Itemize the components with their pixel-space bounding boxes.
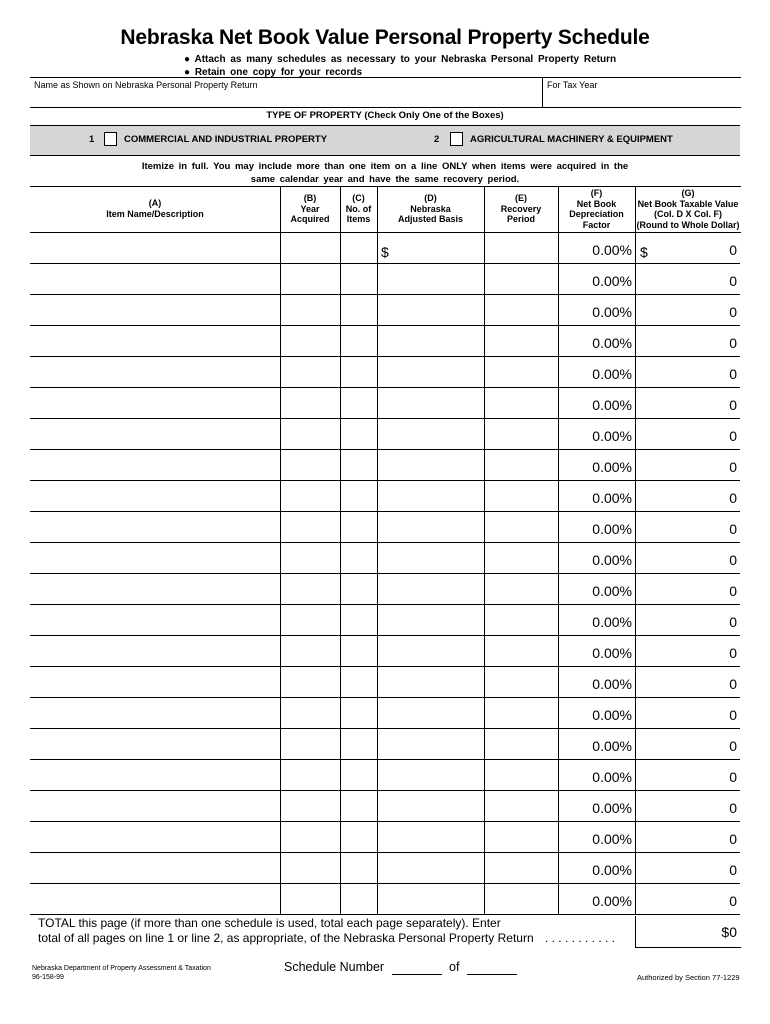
row-divider (30, 480, 740, 481)
taxable-value: 0 (729, 335, 737, 351)
year-acquired-cell[interactable] (282, 576, 338, 602)
year-acquired-cell[interactable] (282, 700, 338, 726)
number-of-items-cell[interactable] (342, 514, 375, 540)
total-value[interactable]: $0 (721, 924, 737, 940)
depreciation-factor: 0.00% (592, 676, 632, 692)
number-of-items-cell[interactable] (342, 762, 375, 788)
taxable-value: 0 (729, 862, 737, 878)
adjusted-basis-cell[interactable] (379, 576, 482, 602)
year-acquired-cell[interactable] (282, 669, 338, 695)
taxable-value: 0 (729, 676, 737, 692)
number-of-items-cell[interactable] (342, 886, 375, 912)
instruction-line: same calendar year and have the same recovery period. (250, 174, 520, 185)
year-acquired-cell[interactable] (282, 297, 338, 323)
item-description-cell[interactable] (32, 483, 278, 509)
year-acquired-cell[interactable] (282, 452, 338, 478)
depreciation-factor: 0.00% (592, 707, 632, 723)
option1-label: COMMERCIAL AND INDUSTRIAL PROPERTY (124, 134, 328, 145)
depreciation-factor: 0.00% (592, 552, 632, 568)
depreciation-factor: 0.00% (592, 831, 632, 847)
taxable-value: 0 (729, 242, 737, 258)
recovery-period-cell[interactable] (486, 452, 556, 478)
depreciation-factor: 0.00% (592, 490, 632, 506)
divider (30, 107, 741, 108)
year-acquired-cell[interactable] (282, 855, 338, 881)
number-of-items-cell[interactable] (342, 607, 375, 633)
adjusted-basis-cell[interactable] (379, 731, 482, 757)
itemize-instructions (0, 160, 770, 186)
year-acquired-cell[interactable] (282, 390, 338, 416)
item-description-cell[interactable] (32, 545, 278, 571)
recovery-period-cell[interactable] (486, 266, 556, 292)
number-of-items-cell[interactable] (342, 483, 375, 509)
taxable-value: 0 (729, 614, 737, 630)
adjusted-basis-cell[interactable] (379, 266, 482, 292)
name-label: Name as Shown on Nebraska Personal Property Return (34, 80, 258, 90)
row-divider (30, 697, 740, 698)
item-description-cell[interactable] (32, 359, 278, 385)
adjusted-basis-cell[interactable] (379, 390, 482, 416)
commercial-property-checkbox[interactable] (104, 132, 117, 146)
item-description-cell[interactable] (32, 266, 278, 292)
taxable-value: 0 (729, 893, 737, 909)
year-acquired-cell[interactable] (282, 607, 338, 633)
year-acquired-cell[interactable] (282, 638, 338, 664)
schedule-number (284, 960, 517, 975)
column-divider (280, 186, 281, 915)
item-description-cell[interactable] (32, 824, 278, 850)
tax-year-field[interactable] (547, 92, 735, 105)
total-line: total of all pages on line 1 or line 2, as appropriate, of the Nebraska Personal Property Return . . . . . . . . . . . (38, 931, 615, 945)
number-of-items-cell[interactable] (342, 576, 375, 602)
adjusted-basis-cell[interactable] (379, 514, 482, 540)
year-acquired-cell[interactable] (282, 328, 338, 354)
year-acquired-cell[interactable] (282, 483, 338, 509)
number-of-items-cell[interactable] (342, 421, 375, 447)
department-name: Nebraska Department of Property Assessment & Taxation (32, 965, 211, 972)
instruction-line: Itemize in full. You may include more than one item on a line ONLY when items were acquired in the (141, 161, 629, 172)
year-acquired-cell[interactable] (282, 793, 338, 819)
depreciation-factor: 0.00% (592, 459, 632, 475)
adjusted-basis-cell[interactable] (379, 638, 482, 664)
adjusted-basis-cell[interactable] (379, 421, 482, 447)
depreciation-factor: 0.00% (592, 583, 632, 599)
number-of-items-cell[interactable] (342, 545, 375, 571)
year-acquired-cell[interactable] (282, 235, 338, 261)
recovery-period-cell[interactable] (486, 824, 556, 850)
row-divider (30, 790, 740, 791)
taxable-value: 0 (729, 645, 737, 661)
col-g-header: (G) Net Book Taxable Value (Col. D X Col. F) (Round to Whole Dollar) (636, 188, 740, 230)
item-description-cell[interactable] (32, 328, 278, 354)
depreciation-factor: 0.00% (592, 769, 632, 785)
depreciation-factor: 0.00% (592, 800, 632, 816)
bullet-icon: ● (184, 54, 191, 65)
recovery-period-cell[interactable] (486, 607, 556, 633)
year-acquired-cell[interactable] (282, 545, 338, 571)
item-description-cell[interactable] (32, 576, 278, 602)
tax-year-label: For Tax Year (547, 80, 598, 90)
year-acquired-cell[interactable] (282, 731, 338, 757)
adjusted-basis-cell[interactable] (379, 793, 482, 819)
adjusted-basis-cell[interactable] (379, 545, 482, 571)
taxable-value: 0 (729, 583, 737, 599)
bullet-item: ● Attach as many schedules as necessary to your Nebraska Personal Property Return (184, 54, 617, 65)
adjusted-basis-cell[interactable] (379, 886, 482, 912)
recovery-period-cell[interactable] (486, 855, 556, 881)
depreciation-factor: 0.00% (592, 645, 632, 661)
recovery-period-cell[interactable] (486, 514, 556, 540)
adjusted-basis-cell[interactable] (379, 824, 482, 850)
year-acquired-cell[interactable] (282, 514, 338, 540)
recovery-period-cell[interactable] (486, 762, 556, 788)
item-description-cell[interactable] (32, 793, 278, 819)
row-divider (30, 914, 740, 915)
bullet-item: ● Retain one copy for your records (184, 67, 363, 78)
number-of-items-cell[interactable] (342, 793, 375, 819)
year-acquired-cell[interactable] (282, 824, 338, 850)
row-divider (30, 263, 740, 264)
row-divider (30, 325, 740, 326)
number-of-items-cell[interactable] (342, 266, 375, 292)
year-acquired-cell[interactable] (282, 421, 338, 447)
recovery-period-cell[interactable] (486, 576, 556, 602)
row-divider (30, 821, 740, 822)
year-acquired-cell[interactable] (282, 359, 338, 385)
recovery-period-cell[interactable] (486, 328, 556, 354)
divider (542, 77, 543, 107)
row-divider (30, 573, 740, 574)
row-divider (30, 666, 740, 667)
column-divider (340, 186, 341, 915)
row-divider (30, 294, 740, 295)
taxable-value: 0 (729, 552, 737, 568)
number-of-items-cell[interactable] (342, 235, 375, 261)
schedule-number-field[interactable] (392, 960, 442, 975)
adjusted-basis-cell[interactable] (379, 328, 482, 354)
number-of-items-cell[interactable] (342, 359, 375, 385)
depreciation-factor: 0.00% (592, 614, 632, 630)
divider (635, 916, 636, 947)
depreciation-factor: 0.00% (592, 862, 632, 878)
divider (30, 77, 741, 78)
recovery-period-cell[interactable] (486, 390, 556, 416)
depreciation-factor: 0.00% (592, 335, 632, 351)
taxable-value: 0 (729, 428, 737, 444)
column-divider (377, 186, 378, 915)
recovery-period-cell[interactable] (486, 545, 556, 571)
item-description-cell[interactable] (32, 638, 278, 664)
column-divider (558, 186, 559, 915)
number-of-items-cell[interactable] (342, 297, 375, 323)
item-description-cell[interactable] (32, 700, 278, 726)
col-e-header: (E) Recovery Period (500, 193, 542, 224)
depreciation-factor: 0.00% (592, 893, 632, 909)
depreciation-factor: 0.00% (592, 304, 632, 320)
taxable-value: 0 (729, 366, 737, 382)
row-divider (30, 604, 740, 605)
year-acquired-cell[interactable] (282, 762, 338, 788)
adjusted-basis-cell[interactable] (379, 762, 482, 788)
taxable-value: 0 (729, 490, 737, 506)
recovery-period-cell[interactable] (486, 700, 556, 726)
adjusted-basis-cell[interactable] (379, 359, 482, 385)
number-of-items-cell[interactable] (342, 700, 375, 726)
adjusted-basis-cell[interactable] (379, 483, 482, 509)
col-c-header: (C) No. of Items (345, 193, 372, 224)
year-acquired-cell[interactable] (282, 266, 338, 292)
adjusted-basis-cell[interactable] (379, 669, 482, 695)
recovery-period-cell[interactable] (486, 483, 556, 509)
row-divider (30, 449, 740, 450)
adjusted-basis-cell[interactable] (379, 700, 482, 726)
taxable-value: 0 (729, 397, 737, 413)
property-type-heading: TYPE OF PROPERTY (Check Only One of the Boxes) (266, 110, 504, 121)
option1-number: 1 (89, 134, 95, 145)
item-description-cell[interactable] (32, 607, 278, 633)
recovery-period-cell[interactable] (486, 669, 556, 695)
row-divider (30, 511, 740, 512)
recovery-period-cell[interactable] (486, 793, 556, 819)
adjusted-basis-cell[interactable] (379, 855, 482, 881)
row-divider (30, 635, 740, 636)
item-description-cell[interactable] (32, 421, 278, 447)
row-divider (30, 356, 740, 357)
col-f-header: (F) Net Book Depreciation Factor (569, 188, 624, 230)
total-line: TOTAL this page (if more than one schedule is used, total each page separately). Enter (38, 916, 501, 930)
item-description-cell[interactable] (32, 297, 278, 323)
taxable-value: 0 (729, 273, 737, 289)
number-of-items-cell[interactable] (342, 638, 375, 664)
item-description-cell[interactable] (32, 452, 278, 478)
row-divider (30, 728, 740, 729)
recovery-period-cell[interactable] (486, 638, 556, 664)
adjusted-basis-cell[interactable] (379, 607, 482, 633)
adjusted-basis-cell[interactable] (379, 235, 482, 261)
depreciation-factor: 0.00% (592, 366, 632, 382)
authorized-by: Authorized by Section 77-1229 (637, 973, 740, 982)
dollar-sign: $ (381, 244, 389, 260)
total-instructions (38, 916, 615, 946)
page-title: Nebraska Net Book Value Personal Property Schedule (120, 26, 650, 49)
adjusted-basis-cell[interactable] (379, 297, 482, 323)
number-of-items-cell[interactable] (342, 328, 375, 354)
depreciation-factor: 0.00% (592, 738, 632, 754)
depreciation-factor: 0.00% (592, 242, 632, 258)
recovery-period-cell[interactable] (486, 731, 556, 757)
recovery-period-cell[interactable] (486, 421, 556, 447)
row-divider (30, 759, 740, 760)
taxable-value: 0 (729, 738, 737, 754)
number-of-items-cell[interactable] (342, 390, 375, 416)
dot-leader: . . . . . . . . . . . (544, 931, 615, 945)
of-label: of (449, 960, 460, 974)
taxable-value: 0 (729, 459, 737, 475)
depreciation-factor: 0.00% (592, 521, 632, 537)
row-divider (30, 387, 740, 388)
agricultural-machinery-checkbox[interactable] (450, 132, 463, 146)
divider (635, 947, 741, 948)
taxable-value: 0 (729, 769, 737, 785)
item-description-cell[interactable] (32, 390, 278, 416)
row-divider (30, 542, 740, 543)
col-b-header: (B) Year Acquired (290, 193, 330, 224)
option2-label: AGRICULTURAL MACHINERY & EQUIPMENT (470, 134, 673, 145)
taxable-value: 0 (729, 707, 737, 723)
depreciation-factor: 0.00% (592, 397, 632, 413)
adjusted-basis-cell[interactable] (379, 452, 482, 478)
number-of-items-cell[interactable] (342, 452, 375, 478)
option2-number: 2 (434, 134, 440, 145)
form-number: 96-158-99 (32, 974, 64, 981)
item-description-cell[interactable] (32, 855, 278, 881)
taxable-value: 0 (729, 304, 737, 320)
instructions-bullets (184, 53, 616, 79)
dollar-sign: $ (640, 244, 648, 260)
recovery-period-cell[interactable] (486, 359, 556, 385)
column-divider (635, 186, 636, 915)
taxable-value: 0 (729, 831, 737, 847)
number-of-items-cell[interactable] (342, 824, 375, 850)
recovery-period-cell[interactable] (486, 235, 556, 261)
taxable-value: 0 (729, 521, 737, 537)
item-description-cell[interactable] (32, 669, 278, 695)
item-description-cell[interactable] (32, 762, 278, 788)
depreciation-factor: 0.00% (592, 428, 632, 444)
schedule-total-field[interactable] (467, 960, 517, 975)
schedule-number-label: Schedule Number (284, 960, 385, 974)
item-description-cell[interactable] (32, 514, 278, 540)
taxable-value: 0 (729, 800, 737, 816)
number-of-items-cell[interactable] (342, 855, 375, 881)
item-description-cell[interactable] (32, 886, 278, 912)
year-acquired-cell[interactable] (282, 886, 338, 912)
number-of-items-cell[interactable] (342, 669, 375, 695)
number-of-items-cell[interactable] (342, 731, 375, 757)
item-description-cell[interactable] (32, 731, 278, 757)
row-divider (30, 883, 740, 884)
name-field[interactable] (34, 92, 539, 105)
col-a-header: (A) Item Name/Description (106, 198, 204, 219)
recovery-period-cell[interactable] (486, 297, 556, 323)
col-d-header: (D) Nebraska Adjusted Basis (397, 193, 464, 224)
bullet-icon: ● (184, 67, 191, 78)
column-divider (484, 186, 485, 915)
item-description-cell[interactable] (32, 235, 278, 261)
depreciation-factor: 0.00% (592, 273, 632, 289)
row-divider (30, 852, 740, 853)
row-divider (30, 418, 740, 419)
recovery-period-cell[interactable] (486, 886, 556, 912)
